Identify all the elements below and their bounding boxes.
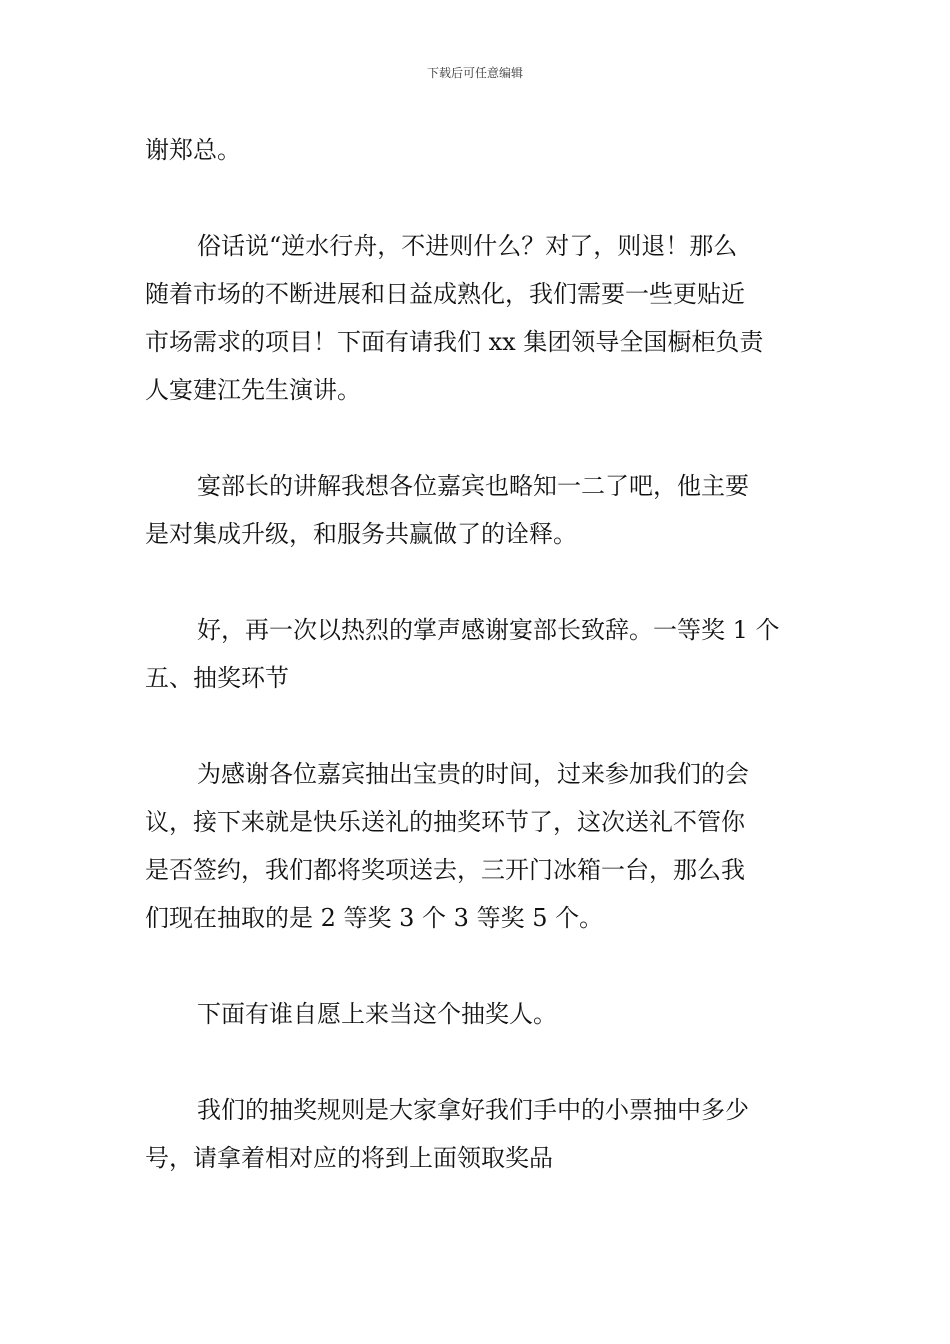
- section-heading: 五、抽奖环节: [145, 664, 289, 692]
- paragraph-line: 是否签约，我们都将奖项送去，三开门冰箱一台，那么我: [145, 856, 745, 884]
- paragraph-line: 为感谢各位嘉宾抽出宝贵的时间，过来参加我们的会: [197, 760, 749, 788]
- paragraph-line: 下面有谁自愿上来当这个抽奖人。: [197, 1000, 557, 1028]
- paragraph-line: 谢郑总。: [145, 136, 241, 164]
- paragraph-line: 俗话说“逆水行舟，不进则什么？对了，则退！那么: [197, 232, 738, 260]
- paragraph-line: 们现在抽取的是 2 等奖 3 个 3 等奖 5 个。: [145, 904, 604, 932]
- paragraph-line: 是对集成升级，和服务共赢做了的诠释。: [145, 520, 577, 548]
- document-body: [145, 126, 810, 1182]
- paragraph-line: 市场需求的项目！下面有请我们 xx 集团领导全国橱柜负责: [145, 328, 764, 356]
- paragraph-line: 随着市场的不断进展和日益成熟化，我们需要一些更贴近: [145, 280, 745, 308]
- paragraph-line: 议，接下来就是快乐送礼的抽奖环节了，这次送礼不管你: [145, 808, 745, 836]
- paragraph-line: 宴部长的讲解我想各位嘉宾也略知一二了吧，他主要: [197, 472, 749, 500]
- paragraph-line: 人宴建江先生演讲。: [145, 376, 361, 404]
- paragraph-line: 号，请拿着相对应的将到上面领取奖品: [145, 1144, 553, 1172]
- paragraph-line: 好，再一次以热烈的掌声感谢宴部长致辞。一等奖 1 个: [197, 616, 780, 644]
- page-header: 下载后可任意编辑: [426, 66, 523, 80]
- paragraph-line: 我们的抽奖规则是大家拿好我们手中的小票抽中多少: [197, 1096, 749, 1124]
